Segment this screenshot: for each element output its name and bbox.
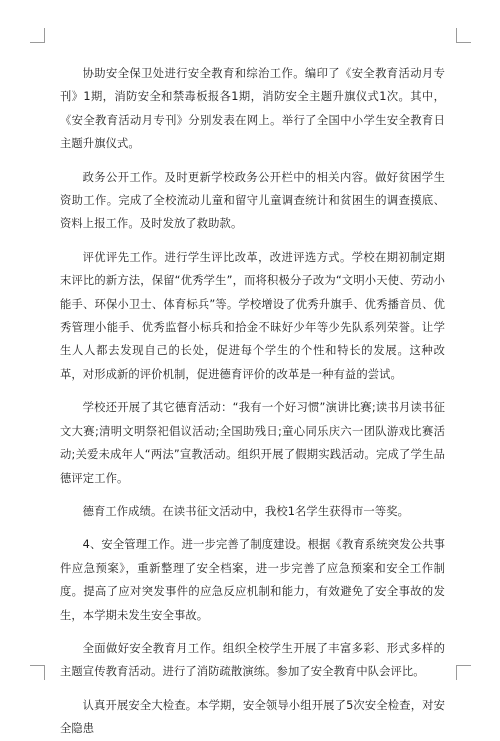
paragraph-safety-inspection: 认真开展安全大检查。本学期，安全领导小组开展了5次安全检查，对安全隐患 [60,698,445,736]
crop-mark-bottom-right [456,665,471,680]
paragraph-government-affairs: 政务公开工作。及时更新学校政务公开栏中的相关内容。做好贫困学生资助工作。完成了全校流动儿童和留守儿童调查统计和贫困生的调查摸底、资料上报工作。及时发放了救助款。 [60,170,445,231]
crop-mark-top-left [30,28,45,43]
document-body [60,62,445,741]
paragraph-moral-activities: 学校还开展了其它德育活动：“我有一个好习惯”演讲比赛;读书月读书征文大赛;清明文明祭祀倡议活动;全国助残日;童心同乐庆六一团队游戏比赛活动;关爱未成年人“两法”宣教活动。组织开展了假期实践活动。完成了学生品德评定工作。 [60,401,445,485]
paragraph-safety-month: 全面做好安全教育月工作。组织全校学生开展了丰富多彩、形式多样的主题宣传教育活动。进行了消防疏散演练。参加了安全教育中队会评比。 [60,641,445,679]
crop-mark-top-right [456,28,471,43]
paragraph-evaluation-reform: 评优评先工作。进行学生评比改革，改进评选方式。学校在期初制定期末评比的新方法，保留“优秀学生”，而将积极分子改为“文明小天使、劳动小能手、环保小卫士、体育标兵”等。学校增设了优秀升旗手、优秀播音员、优秀管理小能手、优秀监督小标兵和拾金不昧好少年等少先队系列荣誉。让学生人人都去发现自己的长处，促进每个学生的个性和特长的发展。这种改革，对形成新的评价机制，促进德育评价的改革是一种有益的尝试。 [60,250,445,381]
paragraph-moral-achievements: 德育工作成绩。在读书征文活动中，我校1名学生获得市一等奖。 [82,504,409,518]
paragraph-security-education: 协助安全保卫处进行安全教育和综治工作。编印了《安全教育活动月专刊》1期，消防安全和禁毒板报各1期，消防安全主题升旗仪式1次。其中，《安全教育活动月专刊》分别发表在网上。举行了全国中小学生安全教育日主题升旗仪式。 [60,67,445,151]
crop-mark-bottom-left [30,665,45,680]
paragraph-safety-management: 4、安全管理工作。进一步完善了制度建设。根据《教育系统突发公共事件应急预案》，重新整理了安全档案，进一步完善了应急预案和安全工作制度。提高了应对突发事件的应急反应机制和能力，有效避免了安全事故的发生，本学期未发生安全事故。 [60,538,445,622]
